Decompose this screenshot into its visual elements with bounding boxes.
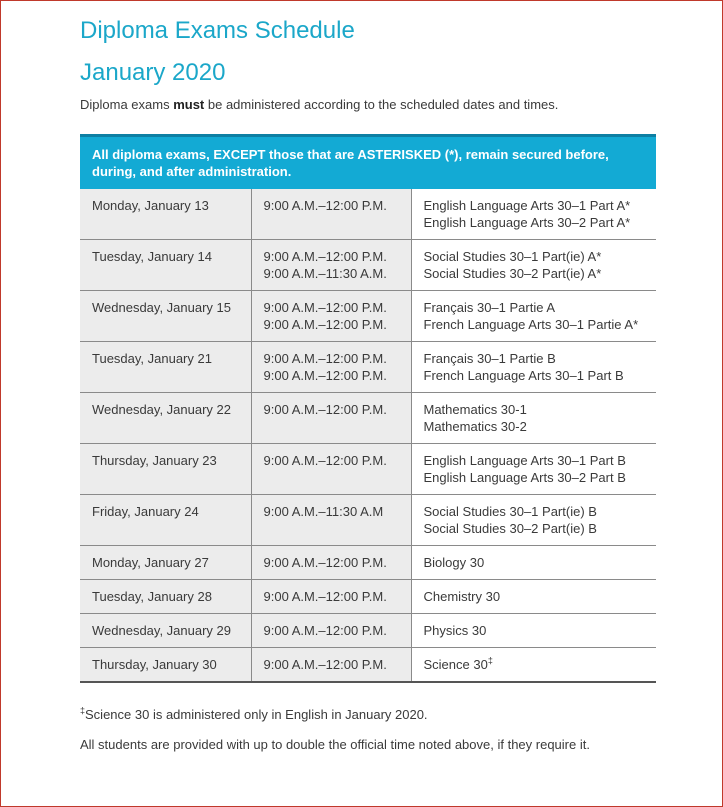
exam-cell — [411, 546, 656, 580]
day-cell: Friday, January 24 — [80, 495, 251, 546]
day-cell: Wednesday, January 29 — [80, 614, 251, 648]
time-slot: 9:00 A.M.–12:00 P.M. — [263, 351, 387, 366]
day-cell: Tuesday, January 28 — [80, 580, 251, 614]
exam-name — [424, 520, 647, 537]
intro-emphasis: must — [173, 97, 205, 112]
table-body — [80, 189, 656, 682]
exam-cell — [411, 444, 656, 495]
table-row — [80, 495, 656, 546]
table-row — [80, 444, 656, 495]
exam-name-text: Physics 30 — [423, 623, 487, 638]
time-slot: 9:00 A.M.–12:00 P.M. — [263, 623, 387, 638]
intro-text — [80, 97, 558, 112]
time-cell — [251, 546, 411, 580]
time-cell — [251, 648, 411, 683]
exam-cell — [411, 648, 656, 683]
exam-cell — [411, 240, 656, 291]
footnote-extra-time: All students are provided with up to double the official time noted above, if they require it. — [80, 737, 590, 752]
table-row — [80, 648, 656, 683]
exam-name — [424, 197, 647, 214]
time-cell — [251, 189, 411, 240]
time-cell — [251, 614, 411, 648]
exam-name — [424, 265, 647, 282]
time-cell — [251, 291, 411, 342]
exam-name — [424, 350, 647, 367]
exam-schedule-table — [80, 134, 656, 683]
exam-name — [424, 588, 647, 605]
day-cell: Tuesday, January 21 — [80, 342, 251, 393]
exam-name — [424, 299, 647, 316]
day-cell: Thursday, January 30 — [80, 648, 251, 683]
exam-name-text: Social Studies 30–1 Part(ie) B — [423, 504, 597, 519]
intro-after: be administered according to the scheduled dates and times. — [204, 97, 559, 112]
time-slot: 9:00 A.M.–12:00 P.M. — [263, 453, 387, 468]
time-slot: 9:00 A.M.–12:00 P.M. — [263, 300, 387, 315]
day-cell: Thursday, January 23 — [80, 444, 251, 495]
time-slot: 9:00 A.M.–12:00 P.M. — [263, 368, 387, 383]
exam-name-text: English Language Arts 30–2 Part B — [423, 470, 626, 485]
day-cell: Wednesday, January 15 — [80, 291, 251, 342]
exam-name — [424, 418, 647, 435]
exam-name — [424, 452, 647, 469]
time-slot: 9:00 A.M.–12:00 P.M. — [263, 198, 387, 213]
exam-name — [424, 316, 647, 333]
exam-footnote-mark: ‡ — [487, 655, 493, 666]
day-cell: Tuesday, January 14 — [80, 240, 251, 291]
exam-name — [424, 554, 647, 571]
exam-name-text: Biology 30 — [423, 555, 485, 570]
exam-name-text: English Language Arts 30–1 Part B — [423, 453, 626, 468]
time-slot: 9:00 A.M.–12:00 P.M. — [263, 249, 387, 264]
footnote-text: Science 30 is administered only in English in January 2020. — [85, 707, 428, 722]
exam-cell — [411, 614, 656, 648]
time-cell — [251, 342, 411, 393]
table-banner: All diploma exams, EXCEPT those that are ASTERISKED (*), remain secured before, during, and after administration. — [80, 136, 656, 190]
time-slot: 9:00 A.M.–12:00 P.M. — [263, 317, 387, 332]
page-title: Diploma Exams Schedule — [80, 17, 355, 44]
table-row — [80, 393, 656, 444]
exam-name-text: Social Studies 30–2 Part(ie) A* — [423, 266, 602, 281]
exam-name — [424, 367, 647, 384]
table-row — [80, 546, 656, 580]
time-slot: 9:00 A.M.–12:00 P.M. — [263, 589, 387, 604]
exam-name-text: Français 30–1 Partie A — [423, 300, 556, 315]
day-cell: Wednesday, January 22 — [80, 393, 251, 444]
table-row — [80, 189, 656, 240]
time-cell — [251, 444, 411, 495]
exam-cell — [411, 291, 656, 342]
time-cell — [251, 580, 411, 614]
exam-name-text: Social Studies 30–1 Part(ie) A* — [423, 249, 602, 264]
time-slot: 9:00 A.M.–11:30 A.M — [263, 504, 384, 519]
exam-name — [424, 248, 647, 265]
exam-name-text: French Language Arts 30–1 Part B — [423, 368, 624, 383]
exam-cell — [411, 495, 656, 546]
table-row — [80, 580, 656, 614]
exam-name-text: Chemistry 30 — [423, 589, 501, 604]
time-slot: 9:00 A.M.–12:00 P.M. — [263, 402, 387, 417]
exam-name-text: English Language Arts 30–2 Part A* — [423, 215, 631, 230]
exam-cell — [411, 342, 656, 393]
exam-name — [424, 401, 647, 418]
time-slot: 9:00 A.M.–12:00 P.M. — [263, 555, 387, 570]
time-cell — [251, 240, 411, 291]
time-cell — [251, 393, 411, 444]
table-row — [80, 291, 656, 342]
exam-name-text: English Language Arts 30–1 Part A* — [423, 198, 631, 213]
time-slot: 9:00 A.M.–11:30 A.M. — [263, 266, 387, 281]
exam-name-text: Mathematics 30-2 — [423, 419, 527, 434]
table-row — [80, 342, 656, 393]
exam-cell — [411, 189, 656, 240]
exam-name — [424, 622, 647, 639]
day-cell: Monday, January 13 — [80, 189, 251, 240]
exam-name — [424, 469, 647, 486]
exam-name — [424, 656, 647, 673]
table-banner-row — [80, 136, 656, 190]
table-row — [80, 240, 656, 291]
time-cell — [251, 495, 411, 546]
footnote — [80, 707, 428, 722]
exam-name — [424, 214, 647, 231]
intro-before: Diploma exams — [80, 97, 174, 112]
exam-cell — [411, 393, 656, 444]
exam-cell — [411, 580, 656, 614]
exam-name-text: Français 30–1 Partie B — [423, 351, 556, 366]
exam-name-text: Social Studies 30–2 Part(ie) B — [423, 521, 597, 536]
day-cell: Monday, January 27 — [80, 546, 251, 580]
table-row — [80, 614, 656, 648]
time-slot: 9:00 A.M.–12:00 P.M. — [263, 657, 387, 672]
footnote-mark: ‡ — [80, 705, 86, 716]
exam-name-text: French Language Arts 30–1 Partie A* — [423, 317, 639, 332]
exam-name-text: Mathematics 30-1 — [423, 402, 527, 417]
exam-name — [424, 503, 647, 520]
page-subtitle: January 2020 — [80, 59, 226, 86]
exam-name-text: Science 30 — [423, 657, 488, 672]
